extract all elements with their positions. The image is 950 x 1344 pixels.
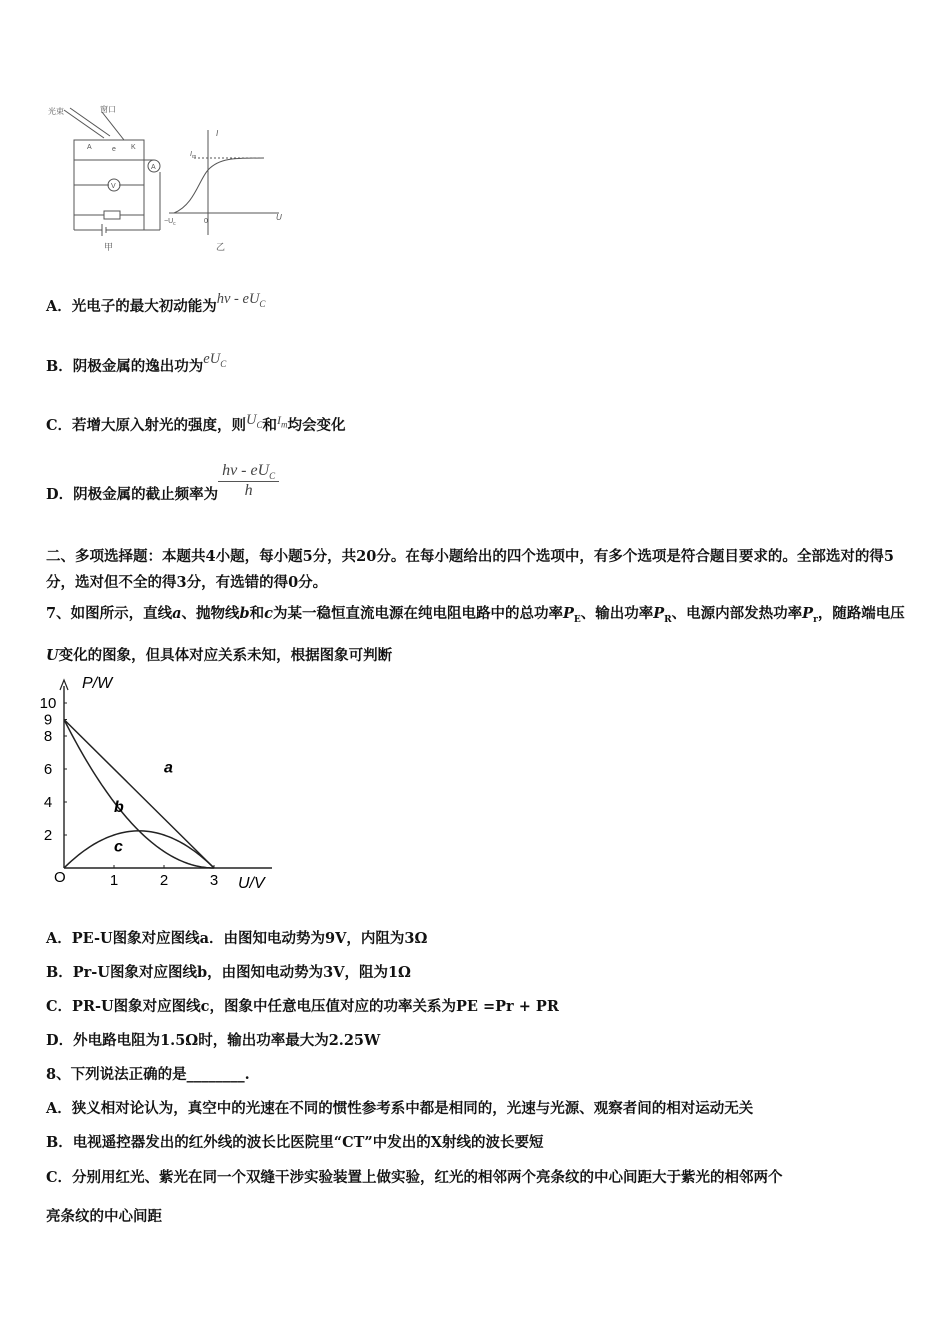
section-header: 二、多项选择题：本题共4小题，每小题5分，共20分。在每小题给出的四个选项中，有多个选项是符合题目要求的。全部选对的得5分，选对但不全的得3分，有选错的得0分。 (46, 548, 894, 591)
uc-label: $-U_c$ (164, 218, 176, 227)
q8-option-a: A．狭义相对论认为，真空中的光速在不同的惯性参考系中都是相同的，光速与光源、观察者间的相对运动无关 (46, 1100, 754, 1117)
q7-option-a: A．PE-U图象对应图线a．由图知电动势为9V，内阻为3Ω (46, 930, 428, 947)
electron-label: e (112, 146, 116, 153)
y-tick-label: 9 (43, 711, 53, 729)
q7-option-c: C．PR-U图象对应图线c，图象中任意电压值对应的功率关系为PE =Pr + PR (46, 998, 559, 1015)
x-axis-label: U/V (238, 875, 265, 892)
q7-stem: 7、如图所示，直线a、抛物线b和c为某一稳恒直流电源在纯电阻电路中的总功率$P_E$、输出功率$P_R$、电源内部发热功率$P_r$，随路端电压U变化的图象，但具体对应关系未知，根据图象可判断 (46, 605, 905, 664)
origin-label: O (54, 869, 66, 886)
formula-fraction: $\frac{h\nu - eU_C}{h}$ (218, 462, 279, 500)
im-label: $I_m$ (190, 151, 197, 160)
axis-I-label: I (216, 129, 219, 138)
photoelectric-figure (44, 100, 304, 260)
caption-jia: 甲 (104, 242, 114, 252)
q6-option-a: A．光电子的最大初动能为hν - $eU_C$ (46, 291, 266, 315)
q6-option-d: D．阴极金属的截止频率为 $\frac{h\nu - eU_C}{h}$ (46, 462, 279, 500)
ammeter-label: A (151, 164, 156, 171)
q7-option-d: D．外电路电阻为1.5Ω时，输出功率最大为2.25W (46, 1032, 381, 1049)
series-line-c (64, 831, 214, 868)
cathode-label: K (131, 144, 136, 151)
q6-option-c: C．若增大原入射光的强度，则$U_C$和$^{I_m}$均会变化 (46, 412, 346, 434)
light-beam-label: 光束 (48, 107, 64, 116)
x-tick-label: 1 (109, 872, 119, 889)
y-tick-label: 10 (40, 695, 57, 712)
formula: $eU_C$ (203, 351, 227, 369)
caption-yi: 乙 (216, 242, 226, 252)
y-axis-label: P/W (82, 675, 113, 692)
formula: hν - $eU_C$ (216, 291, 266, 309)
formula-uc: $U_C$ (246, 412, 263, 430)
series-label-a: a (164, 759, 173, 777)
q7-option-b: B．Pr-U图象对应图线b，由图知电动势为3V，阻为1Ω (46, 964, 411, 981)
q8-option-b: B．电视遥控器发出的红外线的波长比医院里“CT”中发出的X射线的波长要短 (46, 1134, 544, 1151)
anode-label: A (87, 144, 92, 151)
q8-stem: 8、下列说法正确的是________. (46, 1066, 250, 1083)
series-label-c: c (114, 838, 123, 856)
axis-U-label: U (276, 213, 282, 222)
y-tick-label: 2 (43, 827, 53, 844)
series-line-a (64, 720, 214, 869)
x-tick-label: 2 (159, 872, 169, 889)
series-label-b: b (114, 798, 124, 816)
origin-label: 0 (204, 218, 208, 225)
y-tick-label: 4 (43, 794, 53, 811)
formula-im: Im (277, 413, 288, 430)
q8-option-c-cont: 亮条纹的中心间距 (46, 1208, 162, 1225)
q6-option-b: B．阴极金属的逸出功为$eU_C$ (46, 351, 227, 375)
q8-option-c: C．分别用红光、紫光在同一个双缝干涉实验装置上做实验，红光的相邻两个亮条纹的中心间距大于紫光的相邻两个 (46, 1169, 783, 1186)
x-tick-label: 3 (209, 872, 219, 889)
voltmeter-label: V (111, 183, 116, 190)
window-label: 窗口 (100, 105, 116, 114)
power-voltage-chart (40, 668, 290, 898)
y-tick-label: 6 (43, 761, 53, 778)
y-tick-label: 8 (43, 728, 53, 745)
